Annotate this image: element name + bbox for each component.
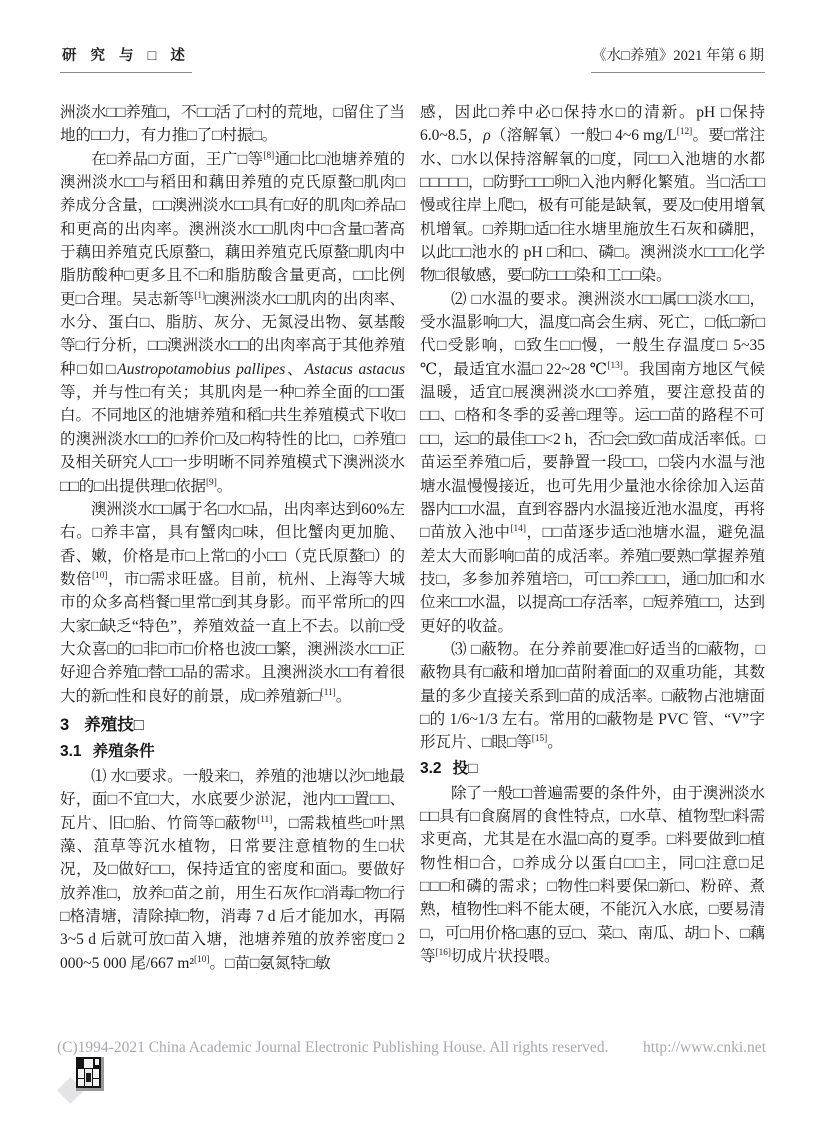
logo-cell bbox=[93, 1069, 99, 1078]
subsection-title: 投□ bbox=[452, 759, 478, 777]
logo-cell bbox=[93, 1079, 99, 1086]
logo-cell bbox=[78, 1079, 84, 1086]
cnki-logo-icon bbox=[76, 1057, 104, 1091]
watermark-footer bbox=[57, 1039, 766, 1057]
paragraph-intro-continuation: 洲淡水□□养殖□，不□□活了□村的荒地，□留住了当地的□□力，有力推□了□村振□。 bbox=[60, 104, 405, 145]
article-body bbox=[60, 101, 765, 975]
paragraph-feeding: 除了一般□□普遍需要的条件外，由于澳洲淡水□□具有□食腐屑的食性特点，□水草、植物型□料需求更高，尤其是在水温□高的夏季。□料要做到□植物性相□合，□养成分以蛋白□□主，同□注意□足□□□和磷的需求；□物性□料要保□新□、粉碎、煮熟，植物性□料不能太硬，不能沉入水底，□要易清□，可□用价格□惠的豆□、菜□、南瓜、胡□卜、□藕等[16]切成片状投喂。 bbox=[420, 784, 765, 966]
subsection-heading-3-2 bbox=[420, 757, 765, 780]
logo-glyph bbox=[86, 1073, 91, 1082]
paragraph-water-quality: ⑴ 水□要求。一般来□，养殖的池塘以沙□地最好，面□不宜□大，水底要少淤泥，池内□□置□□、瓦片、旧□胎、竹筒等□蔽物[11]，□需栽植些□叶黑藻、菹草等沉水植物，日常要注意植物的生□状况，及□做好□□，保持适宜的密度和面□。要做好放养准□，放养□苗之前，用生石灰作□消毒□物□行□格清塘，清除掉□物，消毒 7 d 后才能加水，再隔 3~5 d 后就可放□苗入塘，池塘养殖的放养密度□ 2 000~5 000 尾/667 m²[10]。□苗□氨氮特□敏 bbox=[60, 767, 405, 972]
page-header bbox=[60, 44, 765, 73]
copyright-text: (C)1994-2021 China Academic Journal Electronic Publishing House. All rights reserved. bbox=[57, 1039, 609, 1056]
logo-cell bbox=[95, 1059, 99, 1065]
section-number: 3 bbox=[60, 715, 70, 734]
paragraph-nutrition-comparison: 在□养品□方面，王广□等[8]通□比□池塘养殖的澳洲淡水□□与稻田和藕田养殖的克氏原螯□肌肉□养成分含量，□□澳洲淡水□□具有□好的肌肉□养品□和更高的出肉率。澳洲淡水□□肌肉中□含量□著高于藕田养殖克氏原螯□，藕田养殖克氏原螯□肌肉中脂肪酸种□更多且不□和脂肪酸含量更高，□□比例更□合理。吴志新等[1]□澳洲淡水□□肌肉的出肉率、水分、蛋白□、脂肪、灰分、无氮浸出物、氨基酸等□行分析，□□澳洲淡水□□的出肉率高于其他养殖种□如□Austropotamobius pallipes、Astacus astacus 等，并与性□有关；其肌肉是一种□养全面的□□蛋白。不同地区的池塘养殖和稻□共生养殖模式下收□的澳洲淡水□□的□养价□及□构特性的比□，□养殖□及相关研究人□□一步明晰不同养殖模式下澳洲淡水□□的□出提供理□依据[9]。 bbox=[60, 150, 405, 495]
journal-issue-text: 《水□养殖》2021 年第 6 期 bbox=[592, 48, 764, 64]
section-heading-3 bbox=[60, 713, 405, 737]
paragraph-market-value: 澳洲淡水□□属于名□水□品，出肉率达到60%左右。□养丰富，具有蟹肉□味，但比蟹肉更加脆、香、嫩，价格是市□上常□的小□□（克氏原螯□）的数倍[10]，市□需求旺盛。目前，杭州、上海等大城市的众多高档餐□里常□到其身影。而平常所□的四大家□缺乏“特色”，养殖效益一直上不去。以前□受大众喜□的□非□市□价格也波□□繁，澳洲淡水□□正好迎合养殖□替□□品的需求。且澳洲淡水□□有着很大的新□性和良好的前景，成□养殖新□[11]。 bbox=[60, 500, 405, 705]
section-label-text: 研 究 与 □ 述 bbox=[62, 48, 190, 64]
journal-issue-label bbox=[591, 44, 765, 73]
right-column bbox=[420, 101, 765, 975]
paragraph-water-quality-continuation: 感，因此□养中必□保持水□的清新。pH □保持6.0~8.5，ρ（溶解氧）一般□ 4~6 mg/L[12]。要□常注水、□水以保持溶解氧的□度，同□□入池塘的水都□□□□□，□防野□□□卵□入池内孵化繁殖。当□活□□慢或往岸上爬□，极有可能是缺氧，要及□使用增氧机增氧。□养期□适□往水塘里施放生石灰和磷肥，以此□□池水的 pH □和□、磷□。澳洲淡水□□□化学物□很敏感，要□防□□□染和工□□染。 bbox=[420, 104, 765, 285]
subsection-number: 3.1 bbox=[60, 742, 82, 760]
logo-cell bbox=[78, 1069, 84, 1078]
section-label bbox=[60, 44, 192, 73]
paragraph-water-temperature: ⑵ □水温的要求。澳洲淡水□□属□□淡水□□，受水温影响□大，温度□高会生病、死亡，□低□新□代□受影响，□致生□□慢，一般生存温度□ 5~35 ℃，最适宜水温□ 22~28 ℃[13]。我国南方地区气候温暖，适宜□展澳洲淡水□□养殖，要注意投苗的□□、□格和冬季的妥善□理等。运□□苗的路程不可□□，运□的最佳□□<2 h，否□会□致□苗成活率低。□苗运至养殖□后，要静置一段□□，□袋内水温与池塘水温慢慢接近，也可先用少量池水徐徐加入运苗器内□□水温，直到容器内水温接近池水温度，再将□苗放入池中[14]，□□苗逐步适□池塘水温，避免温差太大而影响□苗的成活率。养殖□要熟□掌握养殖技□，多参加养殖培□，可□□养□□□，通□加□和水位来□□水温，以提高□□存活率，□短养殖□□，达到更好的收益。 bbox=[420, 290, 765, 635]
logo-cell bbox=[84, 1059, 93, 1068]
section-title: 养殖技□ bbox=[84, 715, 144, 734]
left-column bbox=[60, 101, 405, 975]
paragraph-shelter: ⑶ □蔽物。在分养前要准□好适当的□蔽物，□蔽物具有□蔽和增加□苗附着面□的双重功能，其数量的多少直接关系到□苗的成活率。□蔽物占池塘面□的 1/6~1/3 左右。常用的□蔽物是 PVC 管、“V”字形瓦片、□眼□等[15]。 bbox=[420, 640, 765, 752]
subsection-title: 养殖条件 bbox=[92, 742, 155, 760]
subsection-heading-3-1 bbox=[60, 740, 405, 763]
cnki-url-text: http://www.cnki.net bbox=[643, 1039, 766, 1056]
subsection-number: 3.2 bbox=[420, 759, 442, 777]
